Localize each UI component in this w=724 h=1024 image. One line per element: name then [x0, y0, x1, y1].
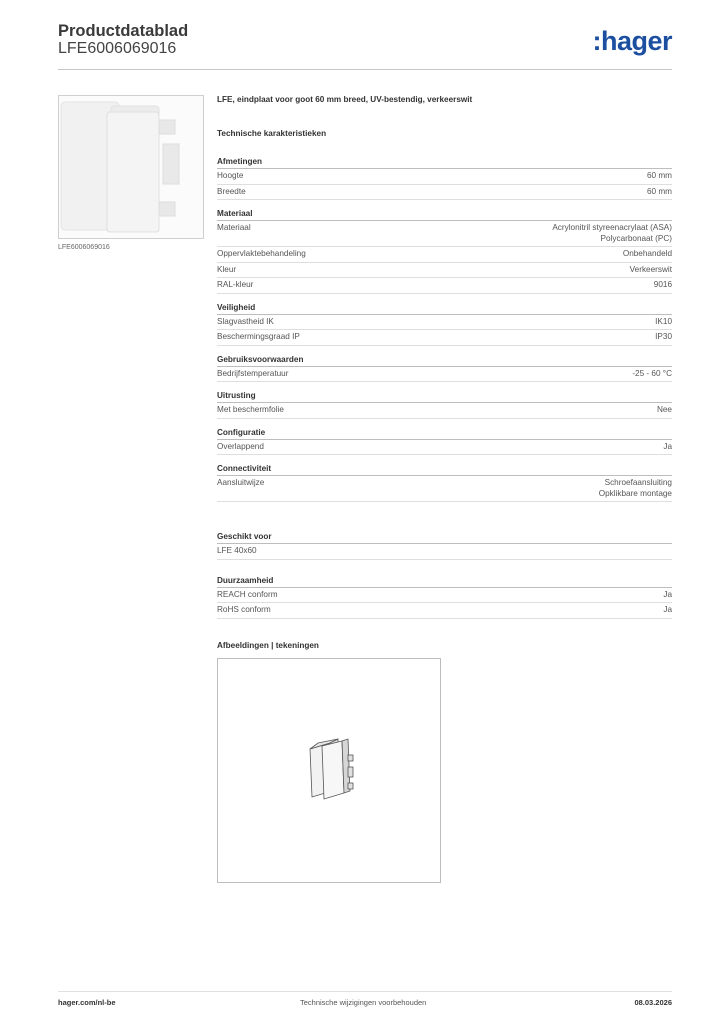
section-title: Uitrusting [217, 391, 672, 403]
spec-value: 9016 [653, 280, 672, 289]
spec-value: Ja [663, 605, 672, 614]
spec-label: LFE 40x60 [217, 546, 257, 555]
spec-row [217, 403, 672, 419]
spec-value: IK10 [655, 316, 672, 326]
drawings-heading: Afbeeldingen | tekeningen [217, 640, 319, 650]
spec-value: 60 mm [646, 171, 672, 180]
spec-label: Slagvastheid IK [217, 316, 274, 326]
spec-label: Materiaal [217, 223, 251, 232]
spec-value: IP30 [655, 332, 672, 341]
spec-content [217, 95, 672, 650]
technical-heading: Technische karakteristieken [217, 129, 327, 138]
spec-label: Beschermingsgraad IP [217, 332, 300, 341]
footer-date: 08.03.2026 [634, 998, 672, 1007]
spec-value: Ja [663, 589, 672, 599]
spec-row [217, 330, 672, 346]
spec-row [217, 263, 672, 279]
footer-disclaimer: Technische wijzigingen voorbehouden [300, 998, 427, 1007]
thumbnail-caption: LFE6006069016 [58, 244, 110, 251]
spec-value: Acrylonitril styreenacrylaat (ASA) Polycarbonaat (PC) [552, 223, 672, 243]
spec-value: Verkeerswit [629, 264, 672, 274]
product-title: LFE, eindplaat voor goot 60 mm breed, UV-bestendig, verkeerswit [217, 95, 473, 104]
spec-row [217, 315, 672, 331]
spec-value: Schroefaansluiting Opklikbare montage [598, 478, 672, 498]
spec-label: REACH conform [217, 589, 278, 599]
section-title: Geschikt voor [217, 532, 672, 544]
product-thumbnail [58, 95, 204, 239]
spec-label: RAL-kleur [217, 280, 254, 289]
spec-label: RoHS conform [217, 605, 271, 614]
drawing-frame [217, 658, 441, 883]
spec-value: -25 - 60 °C [632, 368, 672, 378]
spec-label: Overlappend [217, 441, 264, 451]
footer-website: hager.com/nl-be [58, 998, 116, 1007]
spec-label: Breedte [217, 186, 246, 196]
spec-row [217, 544, 672, 560]
end-plate-drawing [218, 659, 440, 882]
spec-row [217, 247, 672, 263]
spec-value: Onbehandeld [622, 249, 672, 258]
header-divider [58, 69, 672, 70]
spec-row [217, 169, 672, 185]
spec-label: Kleur [217, 264, 237, 274]
section-title: Configuratie [217, 428, 672, 440]
spec-label: Aansluitwijze [217, 478, 265, 487]
spec-value: Ja [663, 441, 672, 451]
section-title: Materiaal [217, 209, 672, 221]
spec-row [217, 367, 672, 383]
spec-value: 60 mm [646, 186, 672, 196]
section-title: Duurzaamheid [217, 576, 672, 588]
spec-row [217, 440, 672, 456]
spec-label: Hoogte [217, 171, 244, 180]
spec-row [217, 221, 672, 247]
spec-row [217, 278, 672, 294]
spec-label: Met beschermfolie [217, 405, 284, 414]
spec-row [217, 476, 672, 502]
section-title: Connectiviteit [217, 464, 672, 476]
hager-logo: :hager [592, 26, 672, 56]
product-code: LFE6006069016 [58, 40, 177, 57]
page-title: Productdatablad [58, 22, 189, 40]
section-title: Veiligheid [217, 303, 672, 315]
spec-row [217, 588, 672, 604]
page-header [58, 0, 672, 70]
spec-label: Oppervlaktebehandeling [217, 249, 306, 258]
end-plate-image [59, 96, 203, 238]
spec-row [217, 603, 672, 619]
spec-value: Nee [656, 405, 672, 414]
spec-label: Bedrijfstemperatuur [217, 368, 289, 378]
section-title: Gebruiksvoorwaarden [217, 355, 672, 367]
footer-divider [58, 991, 672, 992]
section-title: Afmetingen [217, 157, 672, 169]
spec-row [217, 185, 672, 201]
